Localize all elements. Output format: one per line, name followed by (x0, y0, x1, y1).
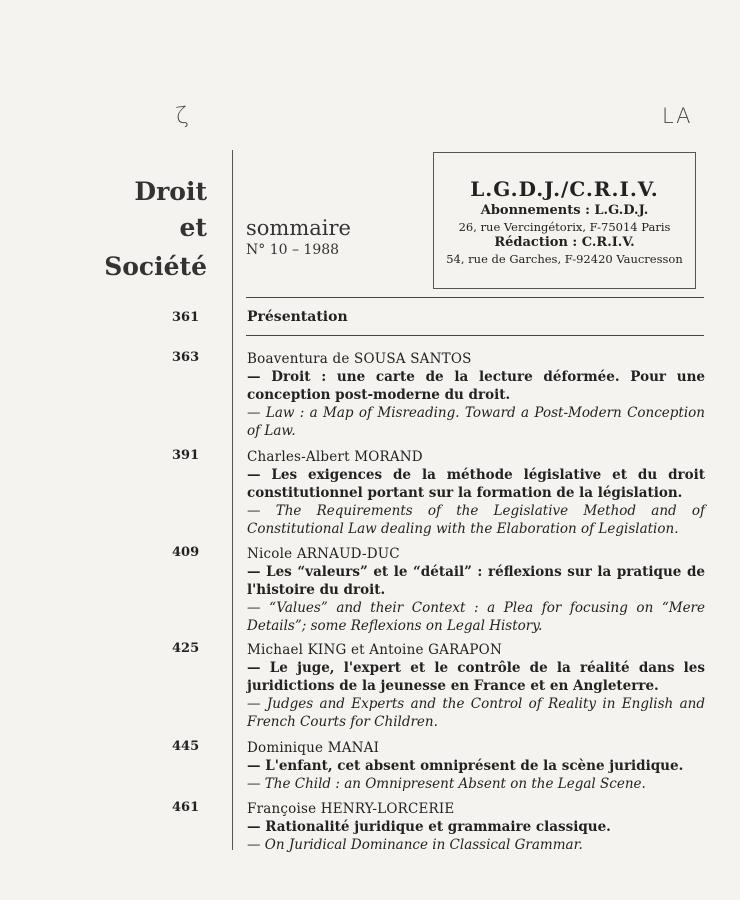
entry-title-fr: — Le juge, l'expert et le contrôle de la réalité dans les juridictions de la jeunesse en France et en Angleterre. (247, 660, 705, 694)
entry-author: Michael KING et Antoine GARAPON (247, 642, 502, 658)
entry-title-en: — Judges and Experts and the Control of Reality in English and French Courts for Children. (247, 696, 705, 730)
handwritten-mark-right: LA (662, 104, 693, 128)
entry-page: 363 (172, 350, 200, 365)
vertical-divider (232, 150, 233, 850)
entry-title-fr: — Droit : une carte de la lecture déformée. Pour une conception post-moderne du droit. (247, 369, 705, 403)
entry-author: Boaventura de SOUSA SANTOS (247, 351, 472, 367)
entry-author: Charles-Albert MORAND (247, 449, 423, 465)
entry-author: Dominique MANAI (247, 740, 380, 756)
entry-title-fr: — Les “valeurs” et le “détail” : réflexions sur la pratique de l'histoire du droit. (247, 564, 705, 598)
entry-title-en: — Law : a Map of Misreading. Toward a Post-Modern Conception of Law. (247, 405, 705, 439)
publisher-box (433, 152, 696, 289)
entry-title-fr: — Les exigences de la méthode législative et du droit constitutionnel portant sur la formation de la législation. (247, 467, 705, 501)
issue-number: N° 10 – 1988 (246, 242, 340, 258)
entry-page: 445 (172, 739, 200, 754)
entry-title-en: — The Requirements of the Legislative Method and of Constitutional Law dealing with the Elaboration of Legislation. (247, 503, 705, 537)
entry-page: 461 (172, 800, 200, 815)
handwritten-mark-left: ζ (174, 103, 190, 130)
rule-top (246, 297, 704, 298)
journal-title-societe: Société (104, 252, 207, 281)
publisher-name: L.G.D.J./C.R.I.V. (470, 177, 659, 201)
entry-title-fr: — Rationalité juridique et grammaire classique. (247, 819, 611, 835)
entry-title-en: — The Child : an Omnipresent Absent on the Legal Scene. (247, 776, 646, 792)
entry-author: Françoise HENRY-LORCERIE (247, 801, 455, 817)
journal-title-et: et (179, 213, 207, 242)
subscriptions-label: Abonnements : L.G.D.J. (480, 203, 649, 218)
rule-bottom (246, 335, 704, 336)
entry-page: 409 (172, 545, 200, 560)
entry-page: 425 (172, 641, 200, 656)
journal-title-droit: Droit (134, 177, 207, 206)
editorial-address: 54, rue de Garches, F-92420 Vaucresson (446, 252, 683, 266)
entry-title-en: — On Juridical Dominance in Classical Grammar. (247, 837, 583, 853)
editorial-label: Rédaction : C.R.I.V. (494, 235, 635, 250)
entry-author: Nicole ARNAUD-DUC (247, 546, 400, 562)
subscriptions-address: 26, rue Vercingétorix, F-75014 Paris (458, 220, 671, 234)
presentation-page: 361 (172, 310, 200, 325)
entry-title-en: — “Values” and their Context : a Plea for focusing on “Mere Details”; some Reflexions on Legal History. (247, 600, 705, 634)
entry-page: 391 (172, 448, 200, 463)
sommaire-heading: sommaire (246, 216, 351, 240)
presentation-label: Présentation (247, 309, 348, 325)
entry-title-fr: — L'enfant, cet absent omniprésent de la scène juridique. (247, 758, 684, 774)
